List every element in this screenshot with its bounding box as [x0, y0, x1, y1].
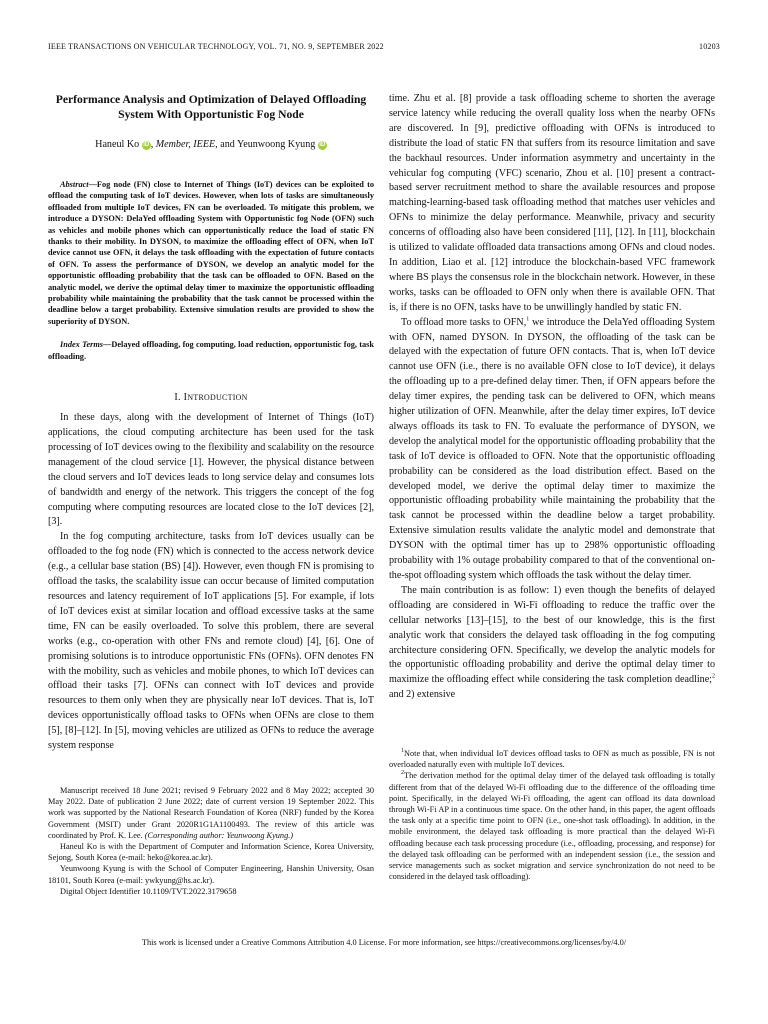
author-membership: , Member, IEEE,: [150, 139, 218, 150]
footnote-ref[interactable]: 2: [712, 673, 715, 680]
body-paragraph: The main contribution is as follow: 1) even though the benefits of delayed offloading are considered in Wi-Fi offloading to reduce the traffic over the cellular networks [13]–[15], to the best of our knowledge, this is the first analytic work that considers the delayed task offloading in the fog computing architecture considering OFN. Specifically, we develop the analytic models for the opportunistic offloading probability and derive the optimal delay timer to maximize the offloading effect while considering the task completion deadline;$^2$ and 2) extensive: [389, 584, 715, 701]
author-name: Yeunwoong Kyung: [236, 139, 316, 150]
affiliation: Haneul Ko is with the Department of Computer and Information Science, Korea University, Sejong, South Korea (e-mail: heko@korea.ac.kr).: [48, 842, 374, 863]
index-terms-label: Index Terms: [60, 340, 104, 350]
author-name: Haneul Ko: [95, 139, 140, 150]
left-column: [48, 92, 374, 754]
orcid-icon[interactable]: iD: [319, 142, 326, 148]
footnotes: [389, 748, 715, 882]
index-terms: [48, 339, 374, 362]
body-paragraph: In the fog computing architecture, tasks from IoT devices usually can be offloaded to the fog node (FN) which is connected to the access network device (e.g., a cellular base station (BS) [4]). However, even though FN is promising to offload the tasks, the scalability issue can occur because of limited computation resources and latency requirement of IoT applications [5]. For example, if lots of IoT devices exist at similar location and offload excessive tasks at the same time, FN can be easily overloaded. To solve this problem, there are several works (e.g., co-operation with other FNs and remote cloud) [4], [6]. One of promising solutions is to introduce opportunistic FNs (OFNs). OFN denotes FN with the mobility, such as vehicles and mobile phones, to which IoT devices can offload their tasks [7]. OFNs can connect with IoT devices and provide resources to them only when they are physically near IoT devices. That is, IoT devices opportunistically offload tasks to OFNs when OFNs are close to them [5], [8]–[12]. In [5], moving vehicles are utilized as OFNs to reduce the average system response: [48, 531, 374, 752]
body-paragraph: In these days, along with the development of Internet of Things (IoT) applications, the cloud computing architecture has been used for the task processing of IoT devices owing to the flexibility and scalability on the resource management of the cloud service [1]. However, the physical distance between the cloud servers and IoT devices leads to long service delay and consumes lots of bandwidth and energy of the network. This triggers the concept of the fog computing where computing resources are located close to the IoT devices [2], [3].: [48, 412, 374, 528]
orcid-icon[interactable]: iD: [143, 142, 150, 148]
manuscript-dates: Manuscript received 18 June 2021; revised 9 February 2022 and 8 May 2022; accepted 30 May 2022. Date of publication 2 June 2022; date of current version 19 September 2022. This work was supported by the National Research Foundation of Korea (NRF) funded by the Korea Government (MSIT) under Grant 2020R1G1A1100493. The review of this article was coordinated by Prof. K. Lee. (Corresponding author: Yeunwoong Kyung.): [48, 786, 374, 840]
author-conjunction: and: [217, 139, 237, 150]
page-number: 10203: [699, 42, 720, 51]
abstract: [48, 179, 374, 327]
paper-title: Performance Analysis and Optimization of Delayed Offloading System With Opportunistic Fog Node: [55, 93, 367, 121]
right-column: [389, 92, 715, 703]
footnote: $^1$Note that, when individual IoT devices offload tasks to OFN as much as possible, FN is not overloaded naturally even with multiple IoT devices.: [389, 748, 715, 770]
affiliation: Yeunwoong Kyung is with the School of Computer Engineering, Hanshin University, Osan 18101, South Korea (e-mail: ywkyung@hs.ac.kr).: [48, 864, 374, 885]
index-terms-text: —Delayed offloading, fog computing, load reduction, opportunistic fog, task offloading.: [48, 340, 375, 361]
author-line: [48, 139, 374, 150]
section-heading: I. INTRODUCTION: [174, 392, 248, 404]
manuscript-info: [48, 785, 374, 897]
running-header: [48, 42, 720, 54]
journal-name: IEEE TRANSACTIONS ON VEHICULAR TECHNOLOGY, VOL. 71, NO. 9, SEPTEMBER 2022: [48, 42, 384, 51]
footnote: $^2$The derivation method for the optimal delay timer of the delayed task offloading is totally different from that of the delayed Wi-Fi offloading due to the difference of the offloading time point. Specifically, in the delayed Wi-Fi offloading, the agent can offload its data download through Wi-Fi AP in a continuous time space. On the other hand, in this paper, the agent offloads the task only at a specific time point to OFN (i.e., one-shot task offloading). In addition, in the mobile environment, the delayed task offloading is more practical than the delayed Wi-Fi offloading because each task processing procedure (i.e., offloading, processing, and response) for the delayed task offloading can be performed with an independent session (i.e., the session and service managements such as socket migration and service synchronization do not need to be considered in the delayed task offloading).: [389, 770, 715, 882]
abstract-text: —Fog node (FN) close to Internet of Things (IoT) devices can be exploited to offload the computing task of IoT devices. However, when lots of tasks are simultaneously offloaded from multiple IoT devices, FN can be overloaded. To mitigate this problem, we introduce a DYSON: DelaYed offloading System with Opportunistic fog Node (OFN) such as vehicles and mobile phones which can opportunistically reduce the load of static FN thanks to their mobility. In DYSON, to maximize the offloading effect of OFN, when IoT device cannot use OFN, it delays the task offloading with the expectation of future contacts of OFN. To assess the performance of DYSON, we develop an analytic model for the opportunistic offloading probability that the task can be offloaded to OFN. Based on the analytic model, we derive the optimal delay timer to maximize the opportunistic offloading probability while maintaining the probability that the task cannot be processed within the deadline below a target probability. Extensive simulation results are provided to show the superiority of DYSON.: [48, 180, 374, 326]
abstract-label: Abstract: [60, 180, 89, 189]
license-notice: This work is licensed under a Creative Commons Attribution 4.0 License. For more information, see https://creativecommons.org/licenses/by/4.0/: [141, 938, 627, 947]
doi: Digital Object Identifier 10.1109/TVT.2022.3179658: [60, 886, 237, 896]
footnote-ref[interactable]: 1: [526, 316, 530, 323]
body-paragraph: time. Zhu et al. [8] provide a task offloading scheme to shorten the average service latency while reducing the overall quality loss when the nearby OFNs are discovered. In [9], predictive offloading with OFNs is introduced to distribute the load of static FN that suffers from its resource limitation and save the backhaul resources. Under information asymmetry and uncertainty in the vehicular fog computing (VFC) scenario, Zhou et al. [10] present a contract-based server recruitment method to share the available resources and propose matching-learning-based task offloading method that matches user vehicles and OFNs to minimize the delay performance. Meanwhile, privacy and security concerns of offloading also have been considered [11], [12]. In [11], blockchain is utilized to validate offloaded data transactions among OFNs and cloud nodes. In addition, Liao et al. [12] introduce the blockchain-based VFC framework where BS plays the consensus role in the blockchain network. However, in these works, tasks can be offloaded to OFN only when there is available OFN. That is, if there is no OFN, tasks have to be unwillingly handled by static FN.: [389, 93, 715, 313]
body-paragraph: To offload more tasks to OFN,$^1$ we introduce the DelaYed offloading System with OFN, named DYSON. In DYSON, the offloading of the task can be delayed with the expectation of future OFN contacts. That is, when IoT device cannot use OFN (i.e., there is no available OFN close to IoT device), it delays the offloading up to a pre-defined delay timer. Then, if OFN appears before the delay timer expires, the pending task can be delivered to OFN, which means higher utilization of OFN. Meanwhile, after the delay timer expires, IoT device always offloads its task to FN. To evaluate the performance of DYSON, we develop the analytical model for the opportunistic offloading probability that the task of IoT device is offloaded to OFN. Note that the opportunistic offloading probability can be considered as the load distribution effect. Based on the developed model, we derive the optimal delay timer to maximize the opportunistic offloading probability while maintaining the probability that the task cannot be processed within the deadline below a target probability. Extensive simulation results validate the analytic model and demonstrate that DYSON with the optimal timer has up to 298% opportunistic offloading probability with 1% outage probability compared to that of the conventional on-the-spot offloading system which offloads the task without the delay timer.: [389, 316, 715, 581]
